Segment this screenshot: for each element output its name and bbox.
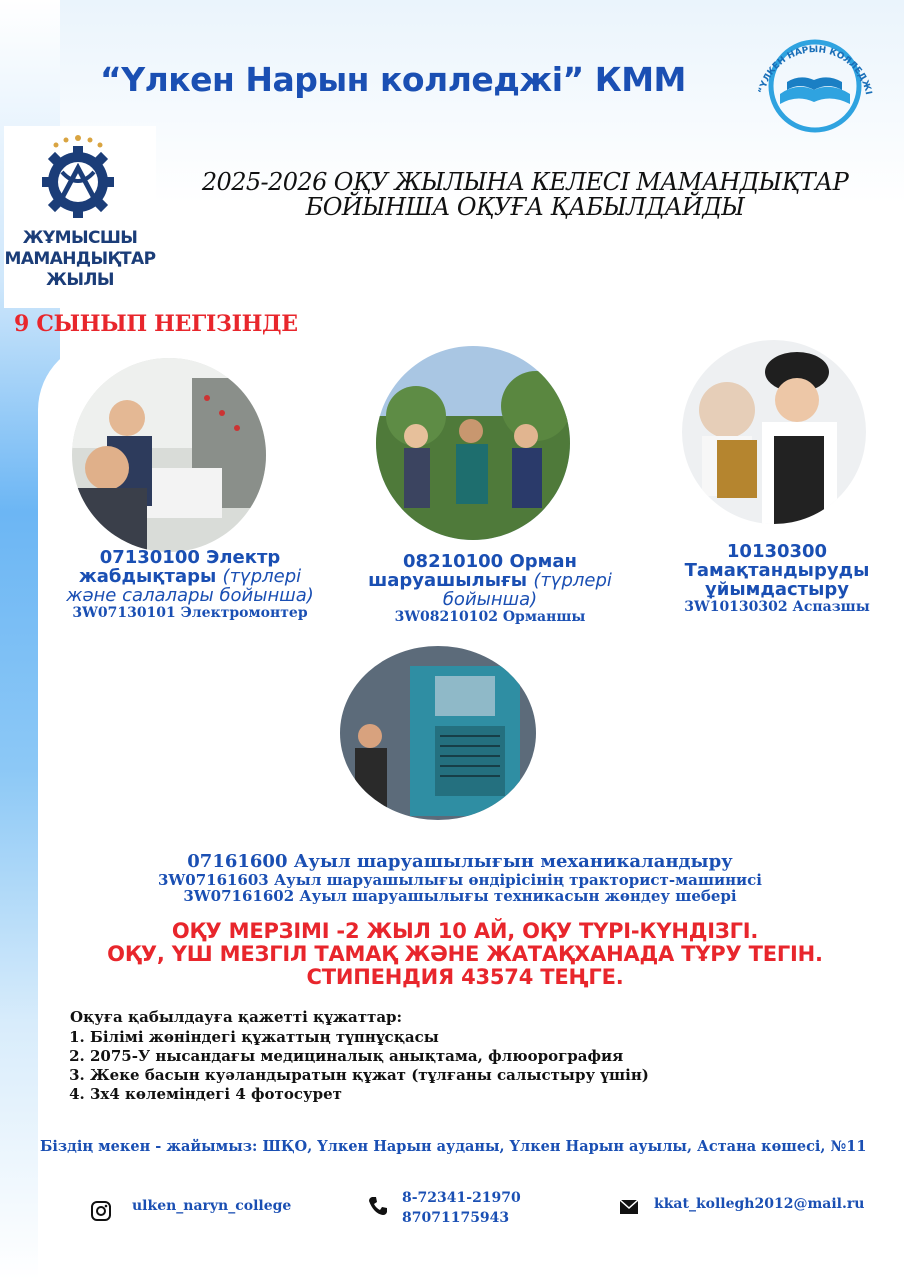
required-documents <box>70 1008 870 1104</box>
envelope-icon <box>620 1200 638 1214</box>
cook-photo <box>682 340 866 524</box>
specialty-name: шаруашылығы <box>368 570 528 591</box>
instagram-contact[interactable] <box>90 1196 350 1226</box>
specialty-code: 08210100 Орман <box>403 551 577 572</box>
specialty-name-2: ұйымдастыру <box>704 579 850 600</box>
documents-heading: Оқуға қабылдауға қажетті құжаттар: <box>70 1008 403 1026</box>
badge-line-3: ЖЫЛЫ <box>46 270 114 290</box>
document-item: 2. 2075-У нысандағы медициналық анықтама, флюорография <box>90 1047 870 1066</box>
admission-line-1: 2025-2026 ОҚУ ЖЫЛЫНА КЕЛЕСІ МАМАНДЫҚТАР <box>201 168 849 196</box>
study-terms <box>40 920 890 989</box>
qualification: 3W08210102 Орманшы <box>394 609 586 625</box>
specialty-note-2: бойынша) <box>442 589 538 610</box>
phone-number-1[interactable]: 8-72341-21970 <box>402 1190 521 1206</box>
specialty-note-2: және салалары бойынша) <box>66 585 314 606</box>
specialty-code: 10130300 <box>726 541 828 562</box>
forest-photo <box>376 346 570 540</box>
college-logo-text: “ҮЛКЕН НАРЫН КОЛЛЕДЖІ <box>757 45 874 96</box>
admission-heading <box>150 170 900 220</box>
gear-emblem-icon <box>32 132 124 224</box>
specialty-note: (түрлері <box>533 570 612 591</box>
qualification: 3W10130302 Аспазшы <box>684 599 870 615</box>
specialty-name: Тамақтандыруды <box>684 560 870 581</box>
year-of-workers-badge <box>4 126 156 308</box>
badge-line-1: ЖҰМЫСШЫ <box>22 228 138 248</box>
qualification-2: 3W07161602 Ауыл шаруашылығы техникасын жөндеу шебері <box>183 887 737 905</box>
qualification: 3W07130101 Электромонтер <box>72 605 308 621</box>
specialty-catering <box>662 542 892 615</box>
specialty-electric <box>40 548 340 621</box>
instagram-handle[interactable]: ulken_naryn_college <box>132 1198 292 1214</box>
phone-number-2[interactable]: 87071175943 <box>402 1210 510 1226</box>
specialty-mechanization <box>100 852 820 904</box>
document-item: 4. 3х4 көлеміндегі 4 фотосурет <box>90 1085 870 1104</box>
email-address[interactable]: kkat_kollegh2012@mail.ru <box>654 1196 865 1212</box>
terms-line-1: ОҚУ МЕРЗІМІ -2 ЖЫЛ 10 АЙ, ОҚУ ТҮРІ-КҮНДІЗГІ. <box>171 919 759 943</box>
basis-heading: 9 СЫНЫП НЕГІЗІНДЕ <box>14 311 298 337</box>
address: Біздің мекен - жайымыз: ШҚО, Үлкен Нарын ауданы, Үлкен Нарын ауылы, Астана көшесі, №11 <box>40 1138 867 1155</box>
document-item: 1. Білімі жөніндегі құжаттың түпнұсқасы <box>90 1028 870 1047</box>
tractor-photo <box>340 646 536 820</box>
qualification-1: 3W07161603 Ауыл шаруашылығы өндірісінің тракторист-машинисі <box>157 871 763 889</box>
email-contact[interactable] <box>620 1194 890 1224</box>
phone-contact[interactable] <box>368 1188 568 1232</box>
specialty-name: жабдықтары <box>78 566 217 587</box>
admission-line-2: БОЙЫНША ОҚУҒА ҚАБЫЛДАЙДЫ <box>305 193 745 221</box>
terms-line-3: СТИПЕНДИЯ 43574 ТЕҢГЕ. <box>306 965 624 989</box>
college-logo <box>742 24 882 134</box>
specialty-note: (түрлері <box>222 566 302 587</box>
badge-line-2: МАМАНДЫҚТАР <box>4 249 156 269</box>
instagram-icon <box>90 1200 112 1222</box>
specialty-title: 07161600 Ауыл шаруашылығын механикаландыру <box>187 851 733 872</box>
specialty-code: 07130100 Электр <box>99 547 281 568</box>
document-item: 3. Жеке басын куәландыратын құжат (тұлғаны салыстыру үшін) <box>90 1066 870 1085</box>
phone-icon <box>368 1196 388 1216</box>
electric-photo <box>72 358 266 552</box>
documents-list <box>70 1028 870 1104</box>
page-title: “Үлкен Нарын колледжі” КММ <box>100 60 686 99</box>
specialty-forest <box>340 552 640 625</box>
terms-line-2: ОҚУ, ҮШ МЕЗГІЛ ТАМАҚ ЖӘНЕ ЖАТАҚХАНАДА ТҰРУ ТЕГІН. <box>107 942 823 966</box>
